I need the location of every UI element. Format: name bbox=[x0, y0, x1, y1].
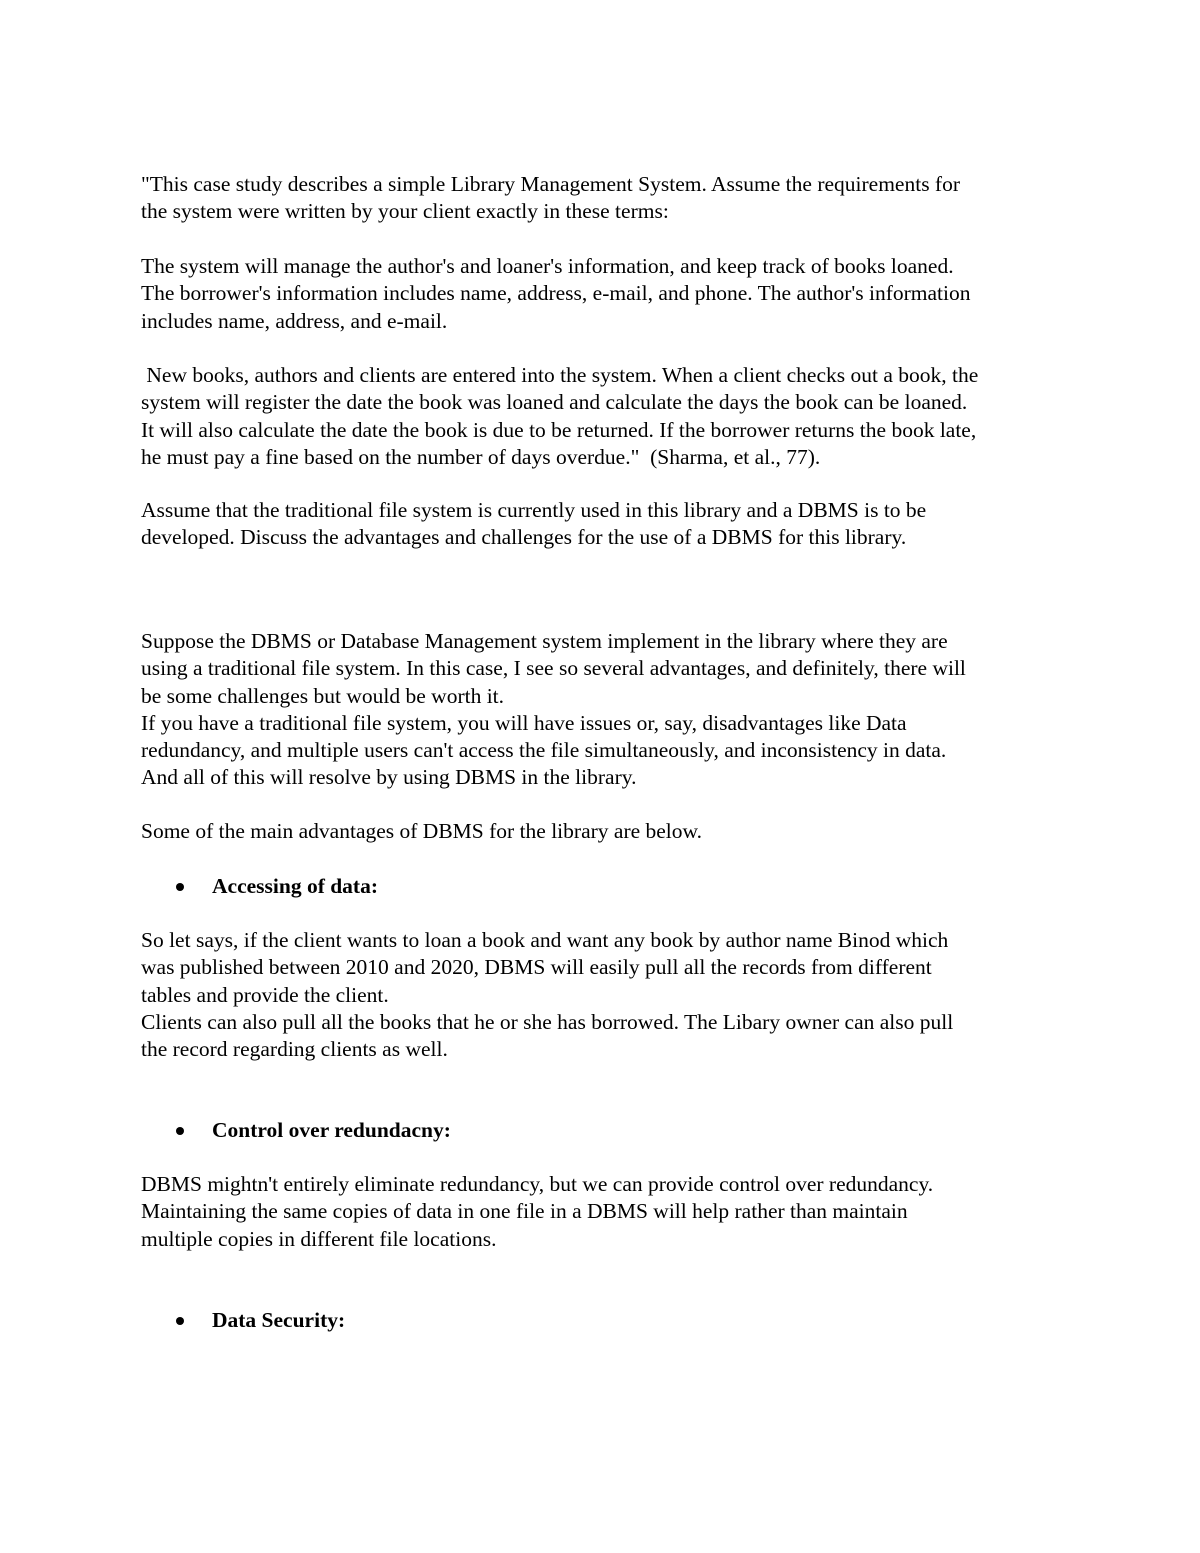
bullet-accessing-of-data bbox=[141, 873, 1081, 901]
text-line: Some of the main advantages of DBMS for the library are below. bbox=[141, 819, 703, 843]
system-info-paragraph bbox=[141, 253, 1081, 335]
bullet-icon bbox=[176, 1317, 184, 1325]
text-line: Clients can also pull all the books that he or she has borrowed. The Libary owner can also pull bbox=[141, 1009, 954, 1034]
accessing-paragraph bbox=[141, 927, 1081, 1063]
text-line: Maintaining the same copies of data in one file in a DBMS will help rather than maintain bbox=[141, 1199, 908, 1224]
text-line: system will register the date the book was loaned and calculate the days the book can be loaned. bbox=[141, 390, 968, 415]
bullet-heading: Control over redundacny: bbox=[212, 1118, 451, 1142]
text-line: So let says, if the client wants to loan a book and want any book by author name Binod which bbox=[141, 928, 949, 952]
text-line: the system were written by your client exactly in these terms: bbox=[141, 199, 669, 224]
text-line: multiple copies in different file locations. bbox=[141, 1226, 497, 1251]
text-line: the record regarding clients as well. bbox=[141, 1037, 448, 1062]
question-paragraph bbox=[141, 497, 1081, 552]
text-line: he must pay a fine based on the number of days overdue." (Sharma, et al., 77). bbox=[141, 444, 821, 469]
text-line: using a traditional file system. In this case, I see so several advantages, and definitely, there will bbox=[141, 656, 966, 681]
text-line: The borrower's information includes name, address, e-mail, and phone. The author's information bbox=[141, 281, 971, 306]
text-line: It will also calculate the date the book is due to be returned. If the borrower returns the book late, bbox=[141, 417, 977, 442]
bullet-control-over-redundancy bbox=[141, 1117, 1081, 1145]
text-line: Assume that the traditional file system is currently used in this library and a DBMS is to be bbox=[141, 498, 927, 522]
text-line: was published between 2010 and 2020, DBMS will easily pull all the records from different bbox=[141, 955, 932, 980]
text-line: redundancy, and multiple users can't access the file simultaneously, and inconsistency in data. bbox=[141, 738, 947, 763]
text-line: tables and provide the client. bbox=[141, 982, 389, 1007]
text-line: The system will manage the author's and loaner's information, and keep track of books loaned. bbox=[141, 254, 954, 278]
redundancy-paragraph bbox=[141, 1171, 1081, 1253]
text-line: be some challenges but would be worth it. bbox=[141, 683, 505, 708]
bullet-data-security bbox=[141, 1307, 1081, 1335]
answer-intro-paragraph bbox=[141, 628, 1081, 792]
bullet-icon bbox=[176, 883, 184, 891]
case-study-intro-paragraph bbox=[141, 171, 1081, 226]
text-line: Suppose the DBMS or Database Management system implement in the library where they are bbox=[141, 629, 948, 653]
bullet-heading: Accessing of data: bbox=[212, 874, 379, 898]
bullet-heading: Data Security: bbox=[212, 1308, 346, 1332]
text-line: "This case study describes a simple Library Management System. Assume the requirements for bbox=[141, 172, 961, 196]
text-line: If you have a traditional file system, you will have issues or, say, disadvantages like Data bbox=[141, 710, 907, 735]
bullet-icon bbox=[176, 1127, 184, 1135]
advantages-lead-paragraph bbox=[141, 818, 1081, 845]
text-line: includes name, address, and e-mail. bbox=[141, 308, 448, 333]
text-line: developed. Discuss the advantages and challenges for the use of a DBMS for this library. bbox=[141, 525, 907, 550]
text-line: New books, authors and clients are entered into the system. When a client checks out a book, the bbox=[141, 363, 979, 387]
workflow-paragraph bbox=[141, 362, 1081, 471]
text-line: DBMS mightn't entirely eliminate redundancy, but we can provide control over redundancy. bbox=[141, 1172, 934, 1196]
text-line: And all of this will resolve by using DBMS in the library. bbox=[141, 765, 637, 790]
